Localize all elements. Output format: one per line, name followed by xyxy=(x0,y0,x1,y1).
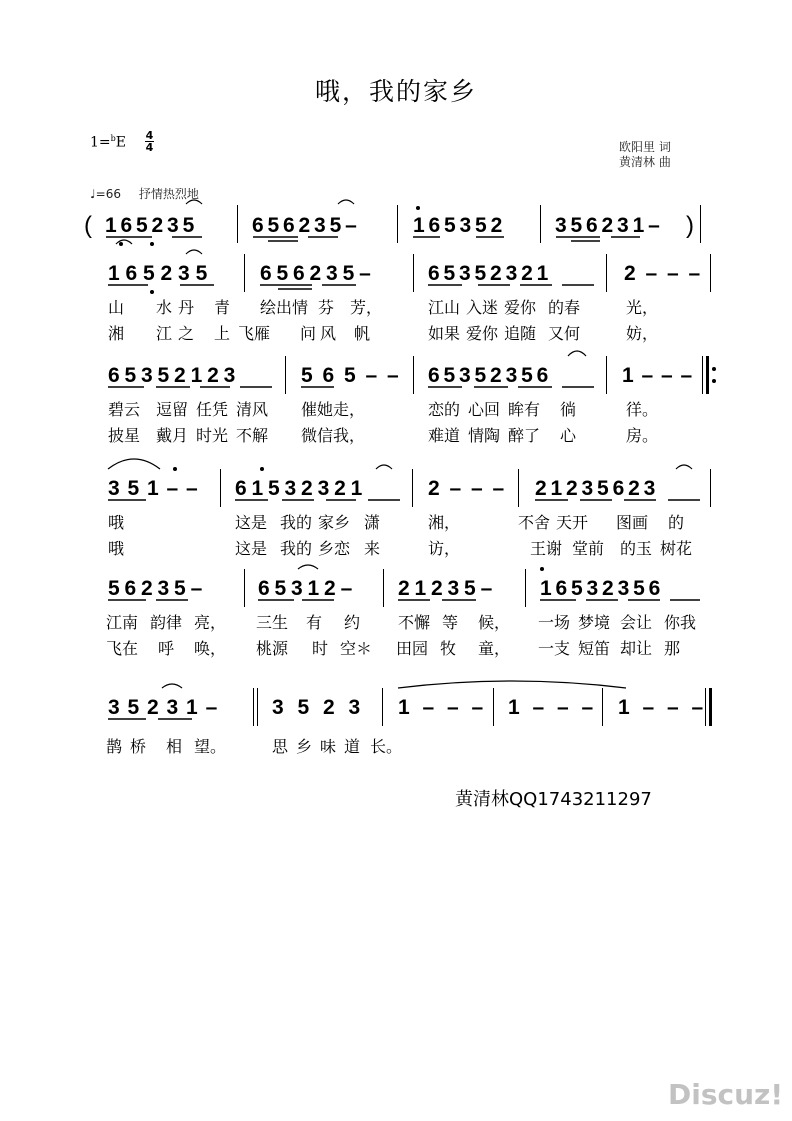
composer-credit: 黄清林 曲 xyxy=(619,155,671,169)
lyric: 会让 xyxy=(620,613,653,632)
lyric: 绘出情 xyxy=(260,298,309,317)
lyric: 访， xyxy=(428,539,461,558)
lyric: 味道 xyxy=(320,737,369,756)
lyric: 湘 xyxy=(108,324,125,343)
lyric: 家乡 xyxy=(318,513,351,532)
lyric: 碧云 xyxy=(108,400,141,419)
lyric: 乡恋 xyxy=(318,539,351,558)
lyric: 徜 xyxy=(560,400,577,419)
line4-measure4: 2 1 2 3 5 6 2 3 xyxy=(535,477,656,500)
line6-measure1: 3 5 2 3 1 – xyxy=(108,696,218,719)
line4-measure1: 3 5 1 – – xyxy=(108,477,198,500)
lyric: 那 xyxy=(664,639,681,658)
lyric: 妨， xyxy=(626,324,659,343)
lyric: 的 xyxy=(668,513,685,532)
lyric: 却让 xyxy=(620,639,653,658)
lyric: 田园 xyxy=(396,639,429,658)
lyric: 梦境 xyxy=(578,613,611,632)
lyric: 唤， xyxy=(194,639,227,658)
line3-measure3: 6 5 3 5 2 3 5 6 xyxy=(428,364,549,387)
lyric: 桃源 xyxy=(256,639,289,658)
lyric: 青 xyxy=(214,298,231,317)
lyric: 飞雁 xyxy=(238,324,271,343)
lyric: 短笛 xyxy=(578,639,611,658)
lyric: 情陶 xyxy=(468,426,501,445)
lyric: 约 xyxy=(344,613,361,632)
lyric: 如果 xyxy=(428,324,461,343)
lyric: 图画 xyxy=(616,513,649,532)
lyric: 等 xyxy=(442,613,459,632)
lyric: 一场 xyxy=(538,613,571,632)
line4-measure3: 2 – – – xyxy=(428,477,505,500)
song-title: 哦，我的家乡 xyxy=(314,77,477,106)
lyric: 入迷 xyxy=(466,298,499,317)
line2-measure4: 2 – – – xyxy=(624,262,701,285)
flat-sign: b xyxy=(110,134,116,143)
line2-measure1: 1 6 5 2 3 5 xyxy=(108,262,208,285)
lyric: 帆 xyxy=(354,324,371,343)
lyric: 堂前 xyxy=(572,539,605,558)
lyric: 你我 xyxy=(664,613,697,632)
line1-measure4: 3 5 6 2 3 1 – xyxy=(555,214,660,237)
line1-measure3: 1 6 5 3 5 2 xyxy=(413,214,503,237)
intro-close-paren: ) xyxy=(686,212,694,239)
lyricist-credit: 欧阳里 词 xyxy=(619,140,671,154)
lyric: 三生 xyxy=(256,613,289,632)
lyric: 问风 xyxy=(300,324,341,343)
lyric: 追随 xyxy=(504,324,537,343)
lyric: 醉了 xyxy=(508,426,541,445)
lyric: 一支 xyxy=(538,639,571,658)
lyric: 鹊桥 xyxy=(106,737,155,756)
lyric: 长。 xyxy=(370,737,403,756)
lyric: 哦 xyxy=(108,513,125,532)
lyric: 牧 xyxy=(440,639,457,658)
lyric: 有 xyxy=(306,613,323,632)
lyric: 江南 xyxy=(106,613,139,632)
lyric: 童， xyxy=(478,639,511,658)
line5-measure3: 2 1 2 3 5 – xyxy=(398,577,493,600)
lyric: 江山 xyxy=(428,298,461,317)
lyric: 又何 xyxy=(548,324,581,343)
lyric: 我的 xyxy=(280,539,313,558)
line6-measure3: 1 – – – xyxy=(398,696,484,719)
slurs xyxy=(108,200,692,688)
time-num: 4 xyxy=(145,129,154,142)
line1-measure2: 6 5 6 2 3 5 – xyxy=(252,214,357,237)
lyric: 时光 xyxy=(196,426,229,445)
key-prefix: 1= xyxy=(90,134,111,151)
lyric: 树花 xyxy=(660,539,693,558)
lyric: 徉。 xyxy=(626,400,659,419)
lyric: 难道 xyxy=(428,426,461,445)
line6-measure2: 3 5 2 3 xyxy=(272,696,361,719)
lyric: 候， xyxy=(478,613,511,632)
signature: 黄清林QQ1743211297 xyxy=(455,789,652,810)
line5-measure2: 6 5 3 1 2 – xyxy=(258,577,353,600)
line6-measure4: 1 – – – xyxy=(508,696,594,719)
lyric: 湘， xyxy=(428,513,461,532)
line3-measure2: 5 6 5 – – xyxy=(301,364,399,387)
lyric: 不懈 xyxy=(398,613,431,632)
quarter-note-icon: ♩ xyxy=(90,187,96,201)
octave-dots xyxy=(119,206,544,571)
lyric: 催她走， xyxy=(301,400,366,419)
lyric: 不舍 xyxy=(518,513,551,532)
lyric: 亮， xyxy=(194,613,227,632)
lyric: 韵律 xyxy=(150,613,183,632)
lyric: 房。 xyxy=(626,426,659,445)
lyric: 空＊ xyxy=(340,639,373,658)
lyric: 的春 xyxy=(548,298,581,317)
tempo-expression: 抒情热烈地 xyxy=(138,187,199,201)
lyric: 时 xyxy=(312,639,329,658)
key-note: E xyxy=(115,134,126,151)
underline-group xyxy=(106,237,700,719)
time-den: 4 xyxy=(145,141,154,154)
lyric: 眸有 xyxy=(508,400,541,419)
line3-measure4: 1 – – – xyxy=(622,364,693,387)
lyric: 上 xyxy=(214,324,231,343)
lyric: 披星 xyxy=(108,426,141,445)
lyric: 我的 xyxy=(280,513,313,532)
lyric: 心回 xyxy=(468,400,501,419)
line4-measure2: 6 1 5 3 2 3 2 1 xyxy=(235,477,363,500)
intro-open-paren: ( xyxy=(84,212,92,239)
lyric: 相 xyxy=(166,737,183,756)
line5-measure1: 5 6 2 3 5 – xyxy=(108,577,203,600)
lyric: 的玉 xyxy=(620,539,653,558)
lyric: 芳， xyxy=(350,298,383,317)
lyric: 心 xyxy=(560,426,577,445)
lyric: 潇 xyxy=(364,513,381,532)
lyric: 不解 xyxy=(236,426,269,445)
line1-measure1: 1 6 5 2 3 5 xyxy=(105,214,195,237)
line2-measure2: 6 5 6 2 3 5 – xyxy=(260,262,371,285)
line2-measure3: 6 5 3 5 2 3 2 1 xyxy=(428,262,549,285)
lyric: 爱你 xyxy=(504,298,537,317)
lyric: 江之 xyxy=(156,324,201,343)
tempo-value: =66 xyxy=(95,187,121,201)
line3-measure1: 6 5 3 5 2 1 2 3 xyxy=(108,364,236,387)
lyric: 思乡 xyxy=(272,737,321,756)
lyric: 逗留 xyxy=(156,400,189,419)
lyric: 任凭 xyxy=(196,400,229,419)
lyric: 这是 xyxy=(235,513,268,532)
watermark: Discuz! xyxy=(668,1078,784,1111)
lyric: 呼 xyxy=(158,639,175,658)
lyric: 清风 xyxy=(236,400,269,419)
lyric: 哦 xyxy=(108,539,125,558)
lyric: 来 xyxy=(364,539,381,558)
lyric: 山 xyxy=(108,298,125,317)
lyric: 微信我， xyxy=(301,426,366,445)
line6-measure5: 1 – – – xyxy=(618,696,704,719)
lyric: 爱你 xyxy=(466,324,499,343)
lyric: 这是 xyxy=(235,539,268,558)
lyric: 光， xyxy=(626,298,659,317)
lyric: 戴月 xyxy=(156,426,189,445)
lyric: 飞在 xyxy=(106,639,139,658)
lyric: 芬 xyxy=(318,298,335,317)
lyric: 恋的 xyxy=(428,400,461,419)
lyric: 望。 xyxy=(194,737,227,756)
lyric: 水丹 xyxy=(156,298,201,317)
lyric: 天开 xyxy=(556,513,589,532)
line5-measure4: 1 6 5 3 2 3 5 6 xyxy=(540,577,661,600)
lyric: 王谢 xyxy=(530,539,563,558)
